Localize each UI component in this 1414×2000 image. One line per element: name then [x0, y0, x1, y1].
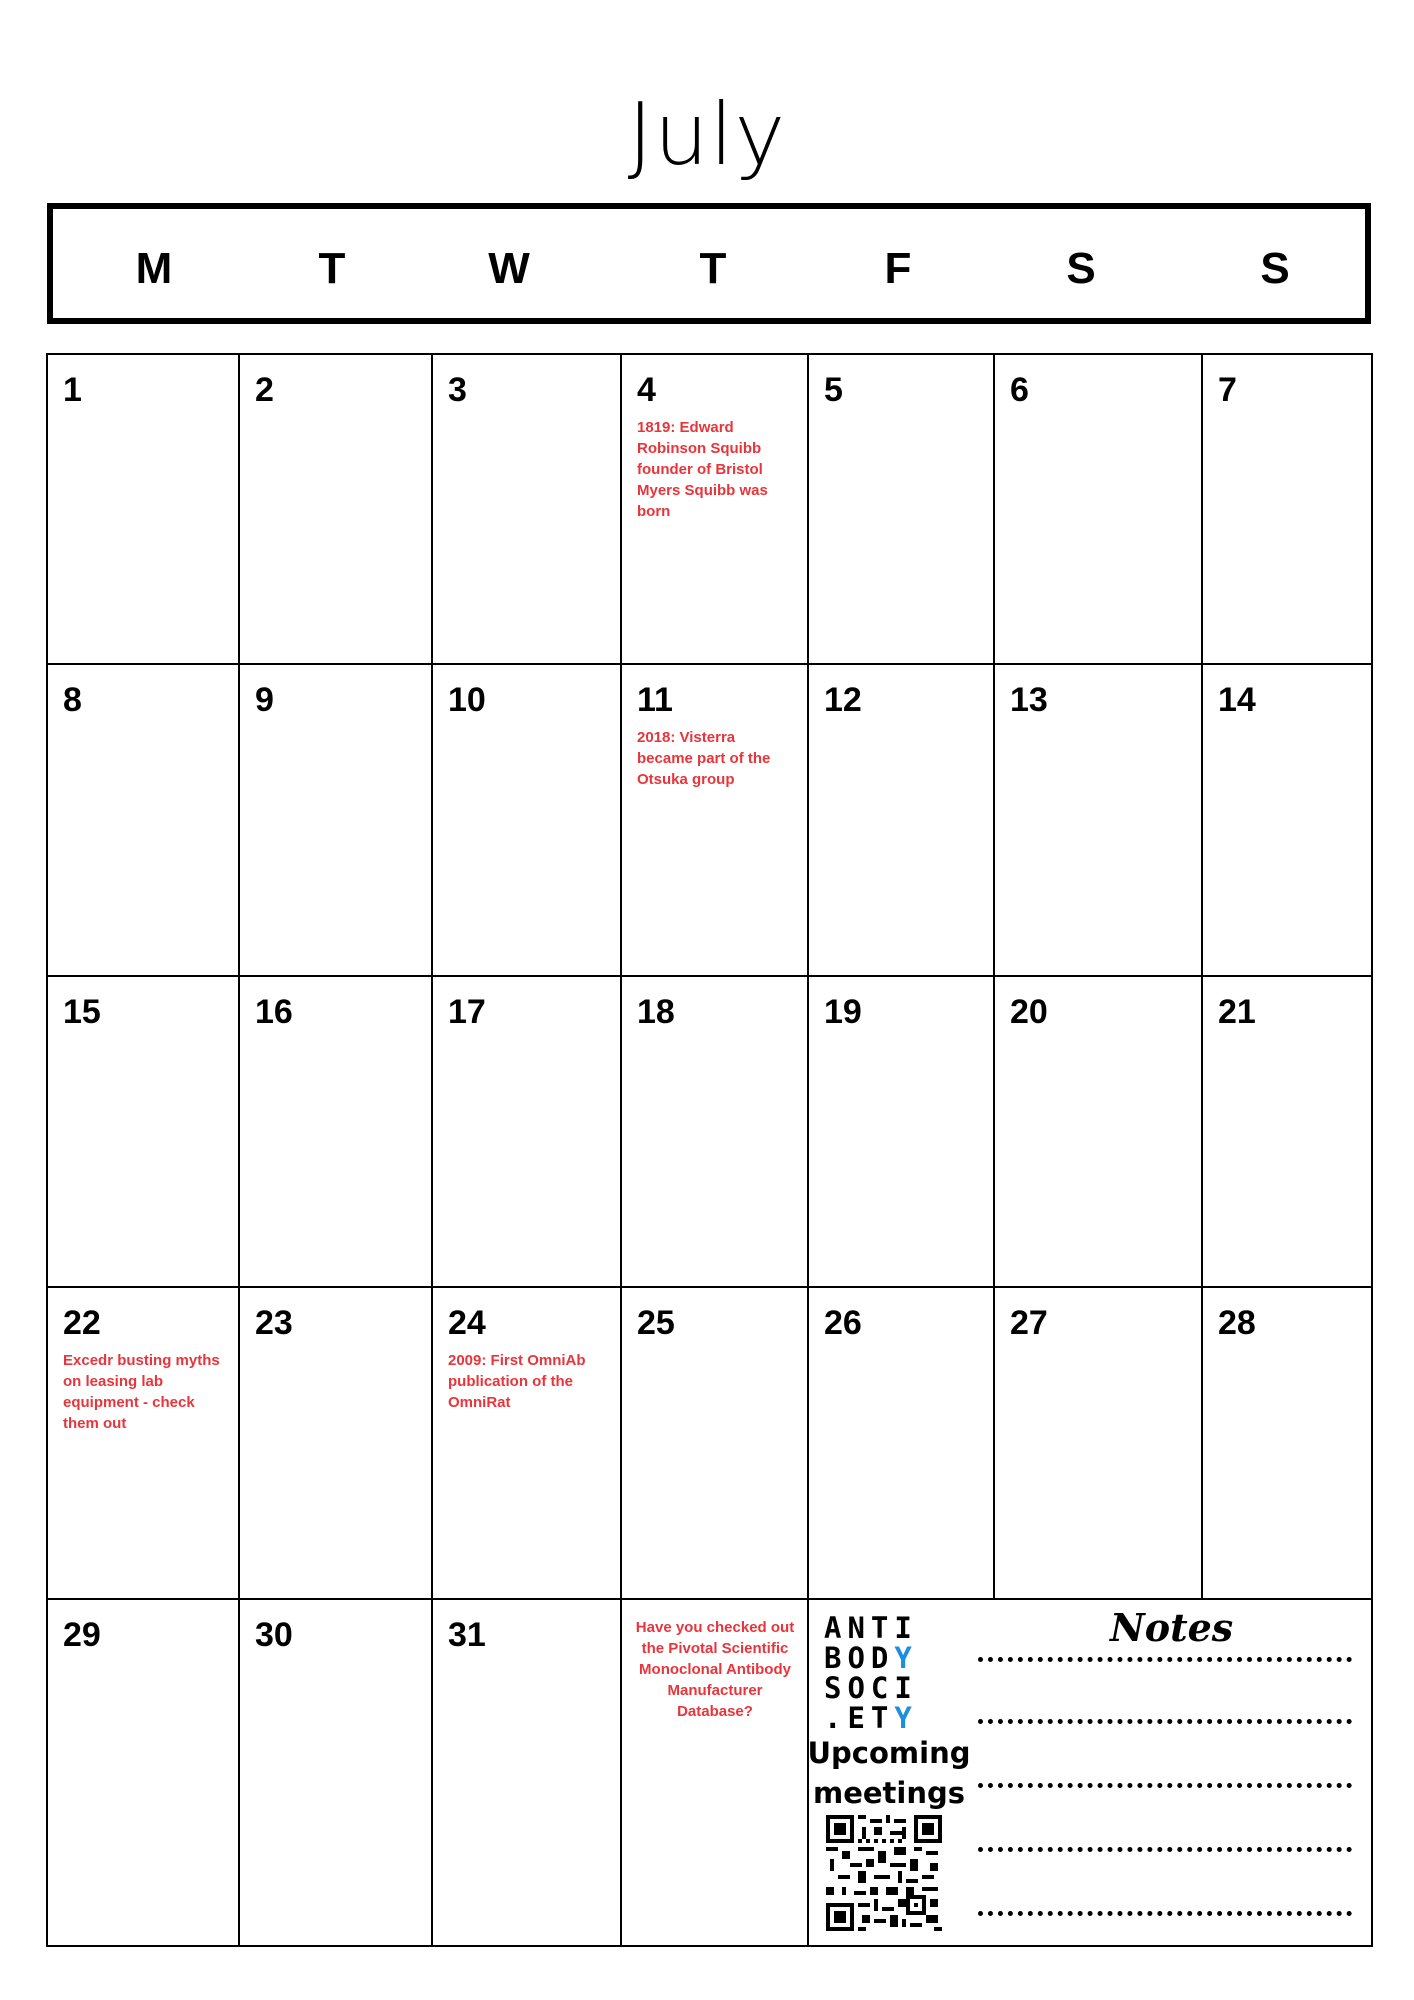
day-number: 18	[637, 993, 675, 1031]
grid-divider	[807, 355, 809, 1945]
day-number: 8	[63, 681, 82, 719]
day-number: 5	[824, 371, 843, 409]
logo-text-accent: Y	[894, 1641, 918, 1675]
day-number: 31	[448, 1616, 486, 1654]
grid-divider	[238, 355, 240, 1945]
day-number: 20	[1010, 993, 1048, 1031]
upcoming-meetings-label: Upcoming meetings	[807, 1736, 971, 1810]
notes-line[interactable]	[978, 1911, 1352, 1916]
weekday-saturday: S	[1066, 244, 1096, 293]
grid-divider	[48, 975, 1371, 977]
day-number: 14	[1218, 681, 1256, 719]
day-number: 16	[255, 993, 293, 1031]
day-number: 2	[255, 371, 274, 409]
day-number: 30	[255, 1616, 293, 1654]
grid-divider	[48, 1598, 1371, 1600]
day-number: 21	[1218, 993, 1256, 1031]
logo-text: SOCI	[824, 1671, 918, 1705]
day-number: 13	[1010, 681, 1048, 719]
day-number: 10	[448, 681, 486, 719]
day-number: 22	[63, 1304, 101, 1342]
day-number: 17	[448, 993, 486, 1031]
weekday-sunday: S	[1260, 244, 1290, 293]
month-title: July	[627, 85, 787, 185]
day-number: 19	[824, 993, 862, 1031]
logo-text: BOD	[824, 1641, 895, 1675]
grid-divider	[1201, 355, 1203, 1600]
calendar-grid	[46, 353, 1373, 1947]
grid-divider	[620, 355, 622, 1945]
notes-line[interactable]	[978, 1783, 1352, 1788]
logo-text-accent: Y	[894, 1701, 918, 1735]
day-number: 7	[1218, 371, 1237, 409]
day-number: 28	[1218, 1304, 1256, 1342]
grid-divider	[48, 1286, 1371, 1288]
day-number: 23	[255, 1304, 293, 1342]
notes-line[interactable]	[978, 1847, 1352, 1852]
day-number: 25	[637, 1304, 675, 1342]
day-number: 12	[824, 681, 862, 719]
logo-text: .ET	[824, 1701, 895, 1735]
weekday-friday: F	[884, 244, 912, 293]
database-promo-note[interactable]: Have you checked out the Pivotal Scientific Monoclonal Antibody Manufacturer Database?	[635, 1619, 795, 1720]
day-number: 6	[1010, 371, 1029, 409]
day-number: 9	[255, 681, 274, 719]
grid-divider	[48, 663, 1371, 665]
day-number: 29	[63, 1616, 101, 1654]
antibody-society-logo[interactable]	[824, 1613, 918, 1733]
grid-divider	[993, 355, 995, 1600]
weekday-wednesday: W	[488, 244, 530, 293]
day-number: 26	[824, 1304, 862, 1342]
day-number: 15	[63, 993, 101, 1031]
notes-line[interactable]	[978, 1719, 1352, 1724]
weekday-header	[47, 203, 1371, 324]
event-note: 1819: Edward Robinson Squibb founder of Bristol Myers Squibb was born	[637, 419, 768, 520]
event-note: 2009: First OmniAb publication of the OmniRat	[448, 1352, 586, 1411]
weekday-monday: M	[135, 244, 173, 293]
event-note: 2018: Visterra became part of the Otsuka group	[637, 729, 771, 788]
day-number: 27	[1010, 1304, 1048, 1342]
day-number: 24	[448, 1304, 486, 1342]
day-number: 4	[637, 371, 656, 409]
notes-title: Notes	[1110, 1605, 1234, 1650]
event-note: Excedr busting myths on leasing lab equipment - check them out	[63, 1352, 220, 1432]
weekday-tuesday: T	[318, 244, 346, 293]
day-number: 1	[63, 371, 82, 409]
logo-text: ANTI	[824, 1611, 918, 1645]
day-number: 3	[448, 371, 467, 409]
notes-line[interactable]	[978, 1657, 1352, 1662]
weekday-thursday: T	[699, 244, 727, 293]
day-number: 11	[637, 681, 673, 719]
qr-code-icon[interactable]	[826, 1815, 942, 1931]
grid-divider	[431, 355, 433, 1945]
